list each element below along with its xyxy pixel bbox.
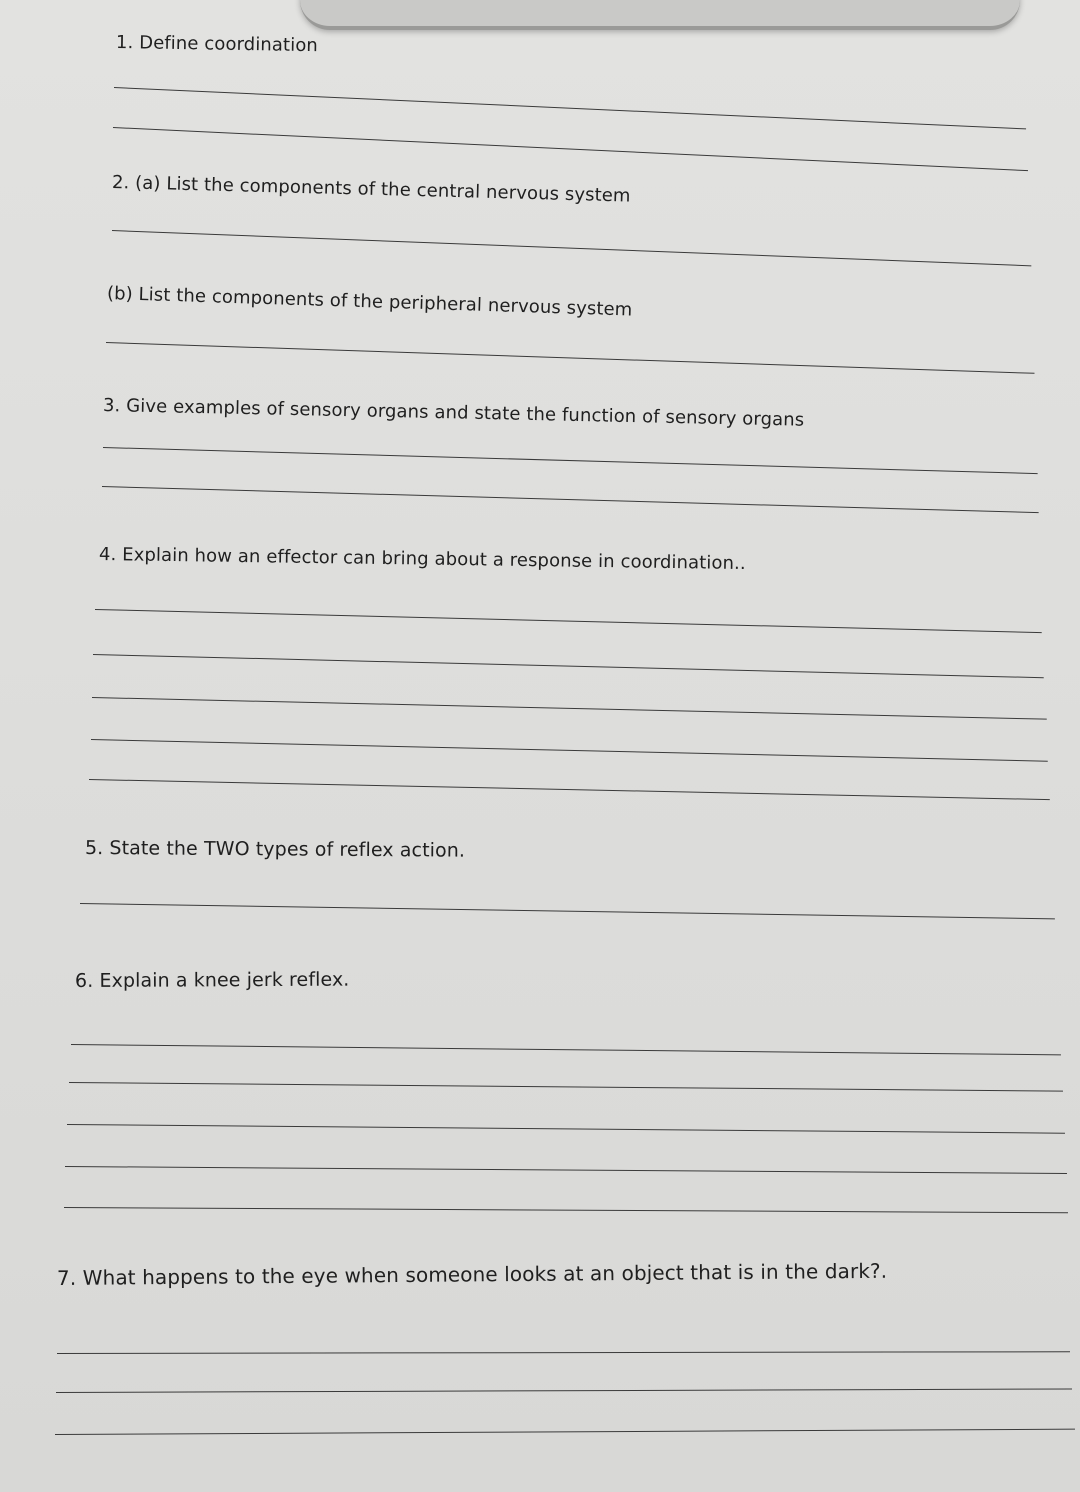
question-1: 1. Define coordination	[115, 32, 319, 57]
question-5: 5. State the TWO types of reflex action.	[84, 837, 466, 862]
question-2b: (b) List the components of the peripheral nervous system	[106, 283, 633, 321]
answer-line[interactable]	[91, 739, 1048, 762]
answer-line[interactable]	[113, 127, 1028, 171]
answer-line[interactable]	[106, 342, 1035, 374]
answer-line[interactable]	[67, 1124, 1065, 1134]
question-6: 6. Explain a knee jerk reflex.	[74, 968, 350, 992]
question-3: 3. Give examples of sensory organs and state the function of sensory organs	[102, 395, 805, 431]
binder-edge	[300, 0, 1020, 30]
answer-line[interactable]	[57, 1351, 1070, 1354]
answer-line[interactable]	[92, 697, 1047, 720]
answer-line[interactable]	[102, 486, 1039, 513]
answer-line[interactable]	[65, 1166, 1067, 1174]
answer-line[interactable]	[93, 654, 1044, 678]
answer-line[interactable]	[69, 1082, 1063, 1092]
answer-line[interactable]	[112, 230, 1031, 266]
answer-line[interactable]	[95, 609, 1042, 633]
answer-line[interactable]	[55, 1429, 1075, 1435]
answer-line[interactable]	[71, 1044, 1061, 1055]
answer-line[interactable]	[64, 1207, 1068, 1213]
question-7: 7. What happens to the eye when someone looks at an object that is in the dark?.	[56, 1258, 888, 1290]
answer-line[interactable]	[89, 779, 1050, 800]
answer-line[interactable]	[103, 447, 1038, 474]
question-2a: 2. (a) List the components of the central nervous system	[111, 172, 631, 207]
question-4: 4. Explain how an effector can bring about a response in coordination..	[98, 544, 746, 575]
answer-line[interactable]	[56, 1388, 1072, 1393]
answer-line[interactable]	[114, 87, 1026, 129]
answer-line[interactable]	[80, 903, 1055, 919]
